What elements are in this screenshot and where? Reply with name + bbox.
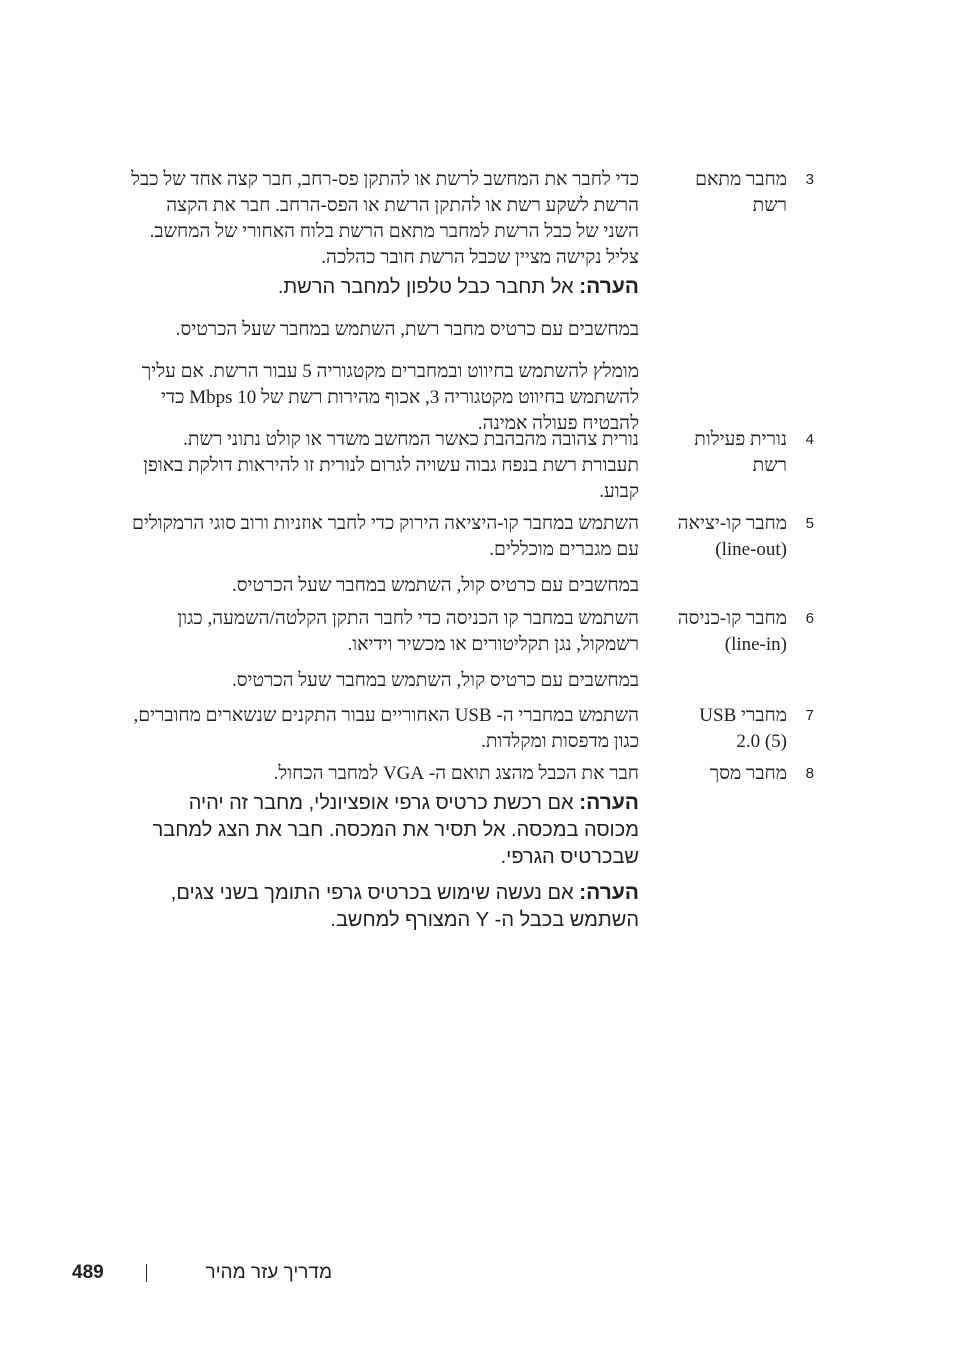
note-label: הערה: <box>579 275 639 298</box>
table-row-8 <box>0 761 954 931</box>
row-description <box>129 761 639 942</box>
row-term: מחבר מתאם רשת <box>695 169 787 216</box>
row-description <box>129 167 639 445</box>
row-description <box>129 703 639 763</box>
note-label: הערה: <box>579 881 639 904</box>
description-paragraph: השתמש במחבר קו הכניסה כדי לחבר התקן הקלטה/השמעה, כגון רשמקול, נגן תקליטורים או מכשיר וידיאו. <box>177 608 639 655</box>
row-number: 5 <box>805 515 814 532</box>
note-label: הערה: <box>579 791 639 814</box>
note-paragraph <box>129 879 639 934</box>
footer-divider <box>146 1264 147 1282</box>
guide-title: מדריך עזר מהיר <box>205 1262 332 1283</box>
description-paragraph: מומלץ להשתמש בחיווט ובמחברים מקטגוריה 5 עבור הרשת. אם עליך להשתמש בחיווט מקטגוריה 3, אכוף מהירות רשת של 10 Mbps כדי להבטיח פעולה אמינה. <box>141 361 639 434</box>
row-description <box>129 511 639 607</box>
row-number: 8 <box>805 765 814 782</box>
page-number: 489 <box>72 1262 104 1283</box>
row-term: נורית פעילות רשת <box>694 429 787 476</box>
row-term: מחבר מסך <box>709 763 787 784</box>
description-paragraph: במחשבים עם כרטיס מחבר רשת, השתמש במחבר שעל הכרטיס. <box>175 319 639 340</box>
row-number: 6 <box>805 610 814 627</box>
row-description <box>129 606 639 702</box>
row-term: מחבר קו-כניסה (line-in) <box>677 608 787 655</box>
page-footer <box>0 1260 954 1290</box>
description-paragraph: השתמש במחברי ה- USB האחוריים עבור התקנים שנשארים מחוברים, כגון מדפסות ומקלדות. <box>133 705 639 752</box>
description-paragraph: השתמש במחבר קו-היציאה הירוק כדי לחבר אוזניות ורוב סוגי הרמקולים עם מגברים מוכללים. <box>131 513 639 560</box>
table-row-3 <box>0 167 954 434</box>
note-text: אם רכשת כרטיס גרפי אופציונלי, מחבר זה יהיה מכוסה במכסה. אל תסיר את המכסה. חבר את הצג למחבר שבכרטיס הגרפי. <box>152 792 639 868</box>
description-paragraph: כדי לחבר את המחשב לרשת או להתקן פס-רחב, חבר קצה אחד של כבל הרשת לשקע רשת או להתקן הרשת או הפס-הרחב. חבר את הקצה השני של כבל הרשת למחבר מתאם הרשת בלוח האחורי של המחשב. צליל נקישה מציין שכבל הרשת חובר כהלכה. <box>131 169 639 268</box>
table-row-7 <box>0 703 954 758</box>
table-row-5 <box>0 511 954 601</box>
row-description <box>129 427 639 513</box>
description-paragraph: חבר את הכבל מהצג תואם ה- VGA למחבר הכחול. <box>273 763 639 784</box>
table-row-4 <box>0 427 954 507</box>
description-paragraph: במחשבים עם כרטיס קול, השתמש במחבר שעל הכרטיס. <box>231 670 639 691</box>
note-text: אם נעשה שימוש בכרטיס גרפי התומך בשני צגים, השתמש בכבל ה- Y המצורף למחשב. <box>170 882 639 931</box>
table-row-6 <box>0 606 954 696</box>
row-term: מחבר קו-יציאה (line-out) <box>677 513 787 560</box>
note-paragraph <box>129 273 639 301</box>
row-term: מחברי USB 2.0 (5) <box>699 705 787 752</box>
note-paragraph <box>129 789 639 871</box>
description-paragraph: במחשבים עם כרטיס קול, השתמש במחבר שעל הכרטיס. <box>231 575 639 596</box>
row-number: 4 <box>805 431 814 448</box>
row-number: 3 <box>805 171 814 188</box>
note-text: אל תחבר כבל טלפון למחבר הרשת. <box>277 276 580 298</box>
description-paragraph: נורית צהובה מהבהבת כאשר המחשב משדר או קולט נתוני רשת. תעבורת רשת בנפח גבוה עשויה לגרום לנורית זו להיראות דולקת באופן קבוע. <box>143 429 639 502</box>
row-number: 7 <box>805 707 814 724</box>
